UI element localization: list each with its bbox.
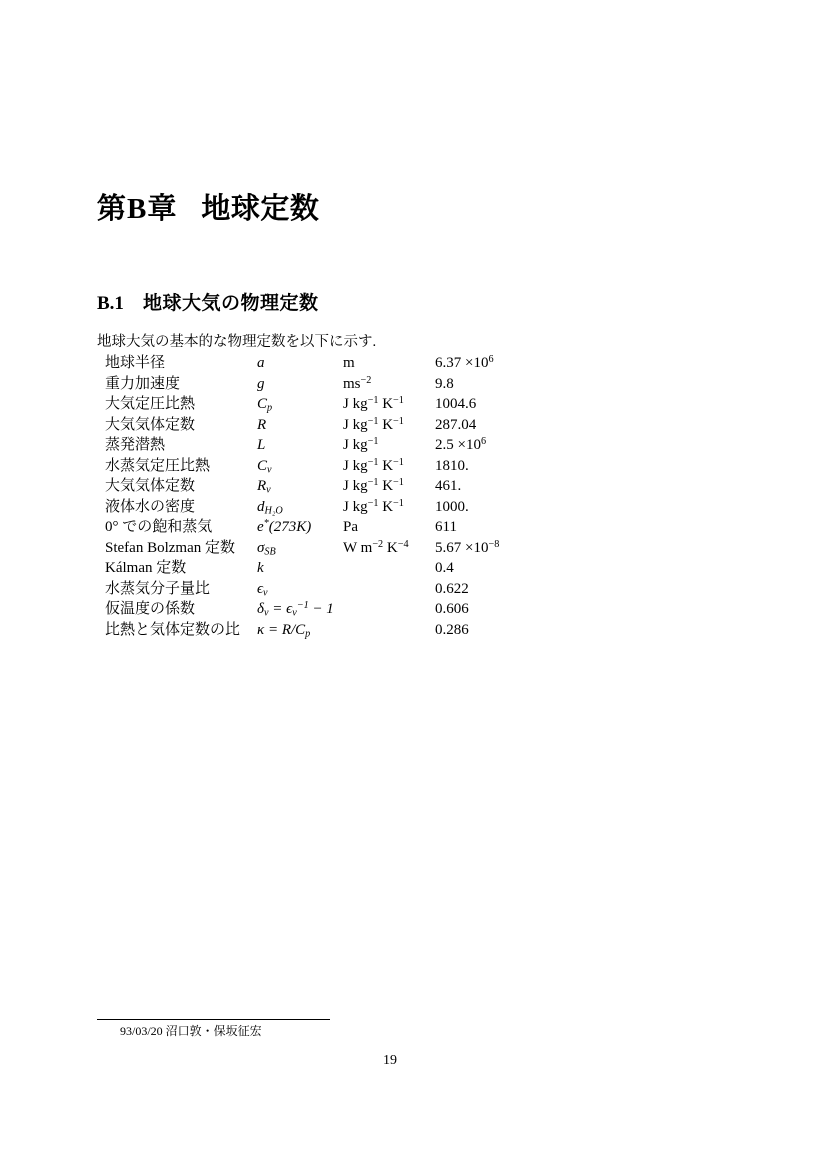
constant-unit-cell: J $kg^{-1}$ $K^{-1}$ bbox=[343, 394, 404, 412]
constant-unit-cell: W $m^{-2}$ $K^{-4}$ bbox=[343, 538, 409, 556]
constant-value-cell: 0.622 bbox=[435, 580, 469, 597]
constant-name-cell: Stefan Bolzman 定数 bbox=[105, 539, 235, 556]
section-number: B.1 bbox=[97, 293, 124, 314]
page-number: 19 bbox=[383, 1053, 397, 1068]
constant-row bbox=[105, 394, 535, 415]
intro-text: 地球大気の基本的な物理定数を以下に示す. bbox=[97, 334, 377, 350]
constant-name-cell: 大気定圧比熱 bbox=[105, 396, 196, 412]
footnote-divider bbox=[97, 1019, 330, 1020]
constant-symbol-cell: a bbox=[257, 355, 265, 371]
constant-name-cell: 大気気体定数 bbox=[105, 416, 196, 433]
constant-unit-cell bbox=[343, 558, 435, 579]
constant-unit-cell: J $kg^{-1}$ $K^{-1}$ bbox=[343, 476, 404, 494]
constants-table bbox=[105, 353, 535, 640]
constant-row bbox=[105, 579, 535, 600]
footnote-text: 93/03/20 沼口敦・保坂征宏 bbox=[120, 1024, 262, 1038]
constant-name-cell: 地球半径 bbox=[105, 355, 166, 371]
chapter-title: 地球定数 bbox=[201, 193, 320, 225]
constant-symbol-cell: L bbox=[257, 437, 266, 453]
constant-row bbox=[105, 476, 535, 497]
constant-row bbox=[105, 353, 535, 374]
constant-name-cell: Kálman 定数 bbox=[105, 560, 187, 576]
constant-symbol-cell: R bbox=[257, 416, 267, 433]
constant-name-cell: 大気気体定数 bbox=[105, 478, 196, 494]
constant-value-cell: 0.286 bbox=[435, 621, 469, 638]
constant-value-cell: $2.5 \times 10^6$ bbox=[435, 435, 487, 453]
constant-symbol-cell: g bbox=[257, 375, 265, 392]
constant-row bbox=[105, 456, 535, 477]
constant-unit-cell: $ms^{-2}$ bbox=[343, 374, 372, 392]
constant-value-cell: $5.67 \times 10^{-8}$ bbox=[435, 538, 500, 556]
constant-symbol-cell: $R_v$ bbox=[257, 478, 271, 496]
constant-value-cell: 287.04 bbox=[435, 416, 477, 433]
constant-unit-cell: J $kg^{-1}$ $K^{-1}$ bbox=[343, 456, 404, 474]
constant-value-cell: 0.4 bbox=[435, 560, 454, 576]
constant-name-cell: 蒸発潜熱 bbox=[105, 437, 166, 453]
constant-row bbox=[105, 620, 535, 641]
section-heading bbox=[97, 288, 318, 315]
chapter-heading bbox=[97, 186, 319, 227]
constant-symbol-cell: $\kappa = R/C_p$ bbox=[257, 621, 311, 640]
constant-name-cell: 比熱と気体定数の比 bbox=[105, 621, 241, 638]
constant-value-cell: 1810. bbox=[435, 457, 469, 474]
chapter-number: 第B章 bbox=[97, 193, 178, 225]
constant-symbol-cell: e*(273K) bbox=[257, 517, 312, 535]
constant-unit-cell: Pa bbox=[343, 519, 358, 535]
constant-symbol-cell: $d_{H_2O}$ bbox=[257, 498, 283, 517]
constant-row bbox=[105, 435, 535, 456]
constant-value-cell: 9.8 bbox=[435, 375, 454, 392]
constant-unit-cell: m bbox=[343, 355, 355, 371]
constant-value-cell: 1000. bbox=[435, 498, 469, 515]
constant-symbol-cell: $C_p$ bbox=[257, 396, 273, 414]
constant-value-cell: 0.606 bbox=[435, 601, 469, 617]
constants-table-body bbox=[105, 353, 535, 640]
constant-name-cell: 仮温度の係数 bbox=[105, 601, 196, 617]
constant-symbol-cell: $\epsilon_v$ bbox=[257, 580, 268, 599]
constant-name-cell: 水蒸気分子量比 bbox=[105, 580, 211, 597]
constant-unit-cell: J $kg^{-1}$ bbox=[343, 435, 379, 453]
constant-row bbox=[105, 538, 535, 559]
constant-value-cell: 611 bbox=[435, 519, 457, 535]
constant-symbol-cell: $C_v$ bbox=[257, 457, 272, 476]
constant-unit-cell: J $kg^{-1}$ $K^{-1}$ bbox=[343, 415, 404, 433]
constant-row bbox=[105, 415, 535, 436]
constant-name-cell: 重力加速度 bbox=[105, 375, 181, 392]
constant-value-cell: $6.37 \times 10^6$ bbox=[435, 353, 494, 371]
constant-unit-cell bbox=[343, 620, 435, 641]
constant-symbol-cell: $\delta_v = \epsilon_v^{-1} - 1$ bbox=[257, 599, 334, 619]
constant-value-cell: 1004.6 bbox=[435, 396, 477, 412]
constant-row bbox=[105, 374, 535, 395]
section-title: 地球大気の物理定数 bbox=[142, 293, 319, 314]
constant-row bbox=[105, 497, 535, 518]
constant-name-cell: 水蒸気定圧比熱 bbox=[105, 457, 211, 474]
constant-symbol-cell: k bbox=[257, 560, 264, 576]
constant-unit-cell bbox=[343, 599, 435, 620]
constant-unit-cell bbox=[343, 579, 435, 600]
constant-unit-cell: J $kg^{-1}$ $K^{-1}$ bbox=[343, 497, 404, 515]
constant-row bbox=[105, 599, 535, 620]
constant-row bbox=[105, 558, 535, 579]
constant-value-cell: 461. bbox=[435, 478, 462, 494]
constant-name-cell: 0° での飽和蒸気 bbox=[105, 519, 213, 535]
constant-name-cell: 液体水の密度 bbox=[105, 498, 196, 515]
constant-symbol-cell: $\sigma_{SB}$ bbox=[257, 539, 276, 558]
constant-row bbox=[105, 517, 535, 538]
